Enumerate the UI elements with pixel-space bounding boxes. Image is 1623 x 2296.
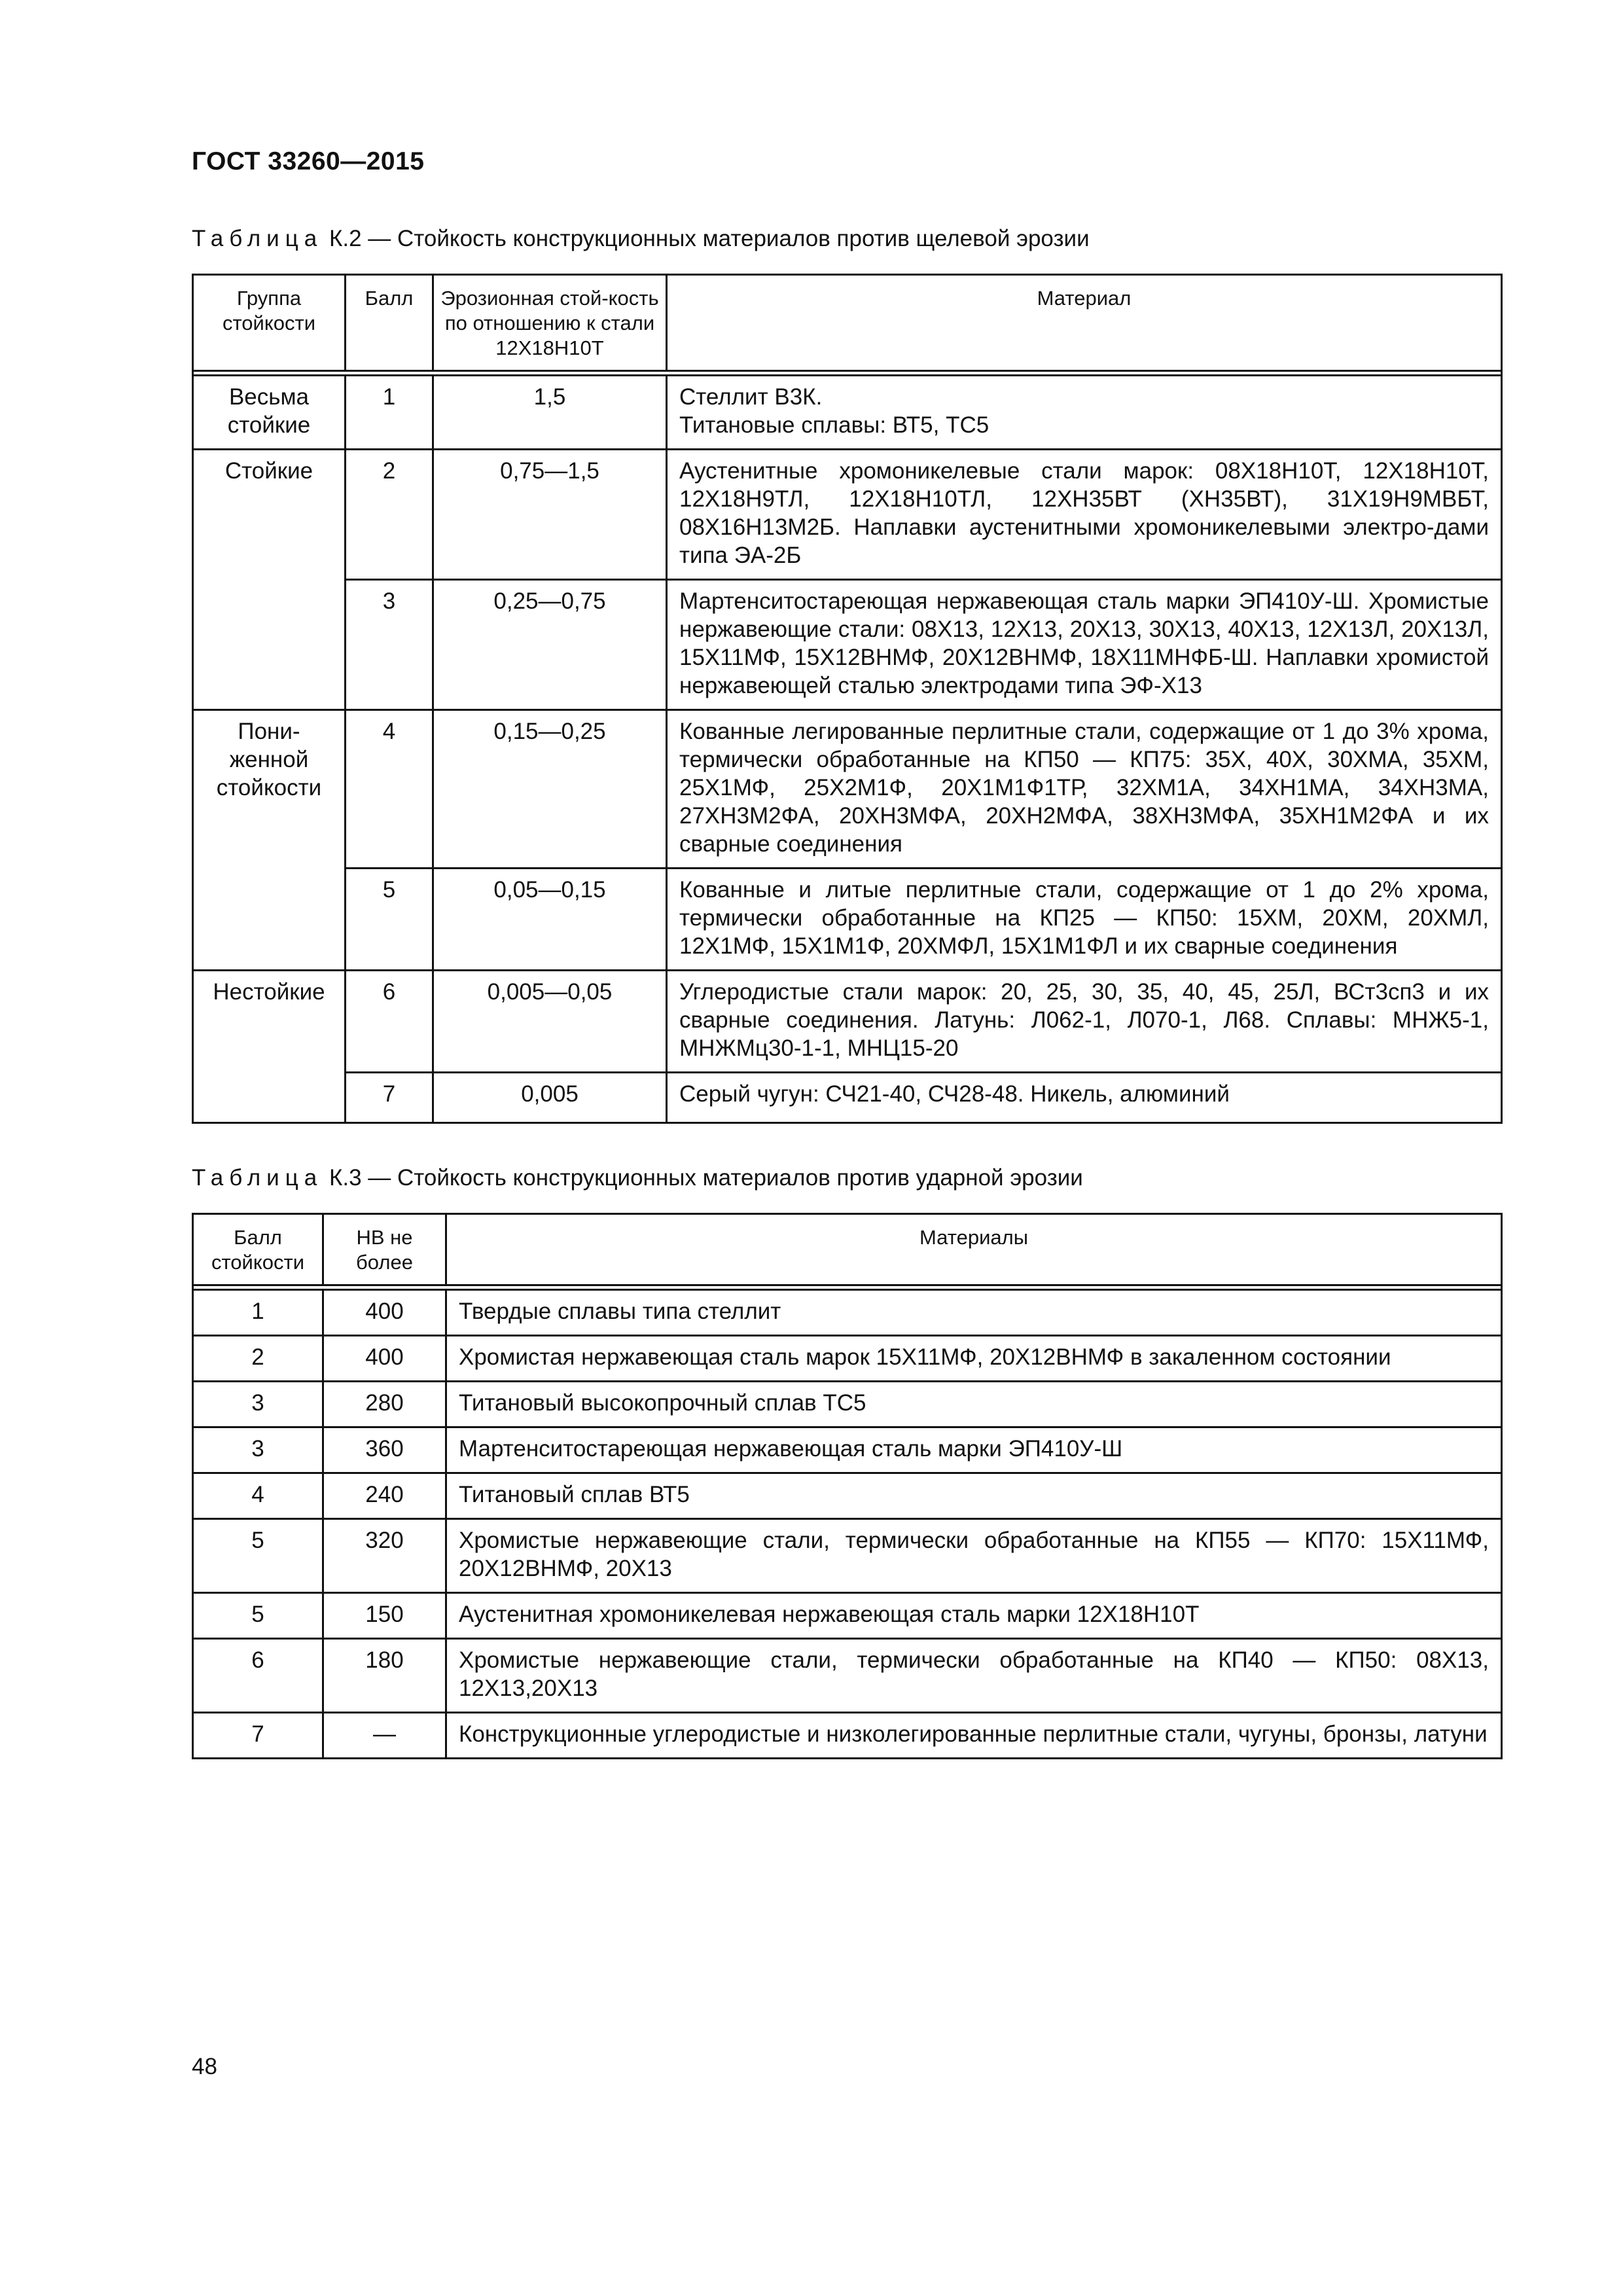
hb-cell: 240	[323, 1473, 446, 1519]
group-cell: Пони-женной стойкости	[193, 710, 346, 971]
material-cell: Титановый сплав ВТ5	[446, 1473, 1502, 1519]
header-resistance-group: Группа стойкости	[193, 275, 346, 371]
ratio-cell: 0,15—0,25	[433, 710, 667, 869]
table-row	[193, 1290, 1502, 1336]
score-cell: 4	[346, 710, 433, 869]
score-cell: 4	[193, 1473, 323, 1519]
page-number: 48	[192, 2054, 217, 2079]
table-row	[193, 1473, 1502, 1519]
score-cell: 6	[346, 971, 433, 1073]
table-row	[193, 1593, 1502, 1639]
table-k3-header-row	[193, 1214, 1502, 1285]
table-row	[193, 580, 1502, 710]
material-cell: Кованные легированные перлитные стали, содержащие от 1 до 3% хрома, термически обработанные на КП50 — КП75: 35Х, 40Х, 30ХМА, 35ХМ, 25Х1МФ, 25Х2М1Ф, 20Х1М1Ф1ТР, 32ХМ1А, 34ХН1МА, 34ХН3МА, 27ХН3М2ФА, 20ХН3МФА, 20ХН2МФА, 38ХН3МФА, 35ХН1М2ФА и их сварные соединения	[667, 710, 1502, 869]
hb-cell: 280	[323, 1382, 446, 1427]
ratio-cell: 0,75—1,5	[433, 450, 667, 580]
material-cell: Твердые сплавы типа стеллит	[446, 1290, 1502, 1336]
material-cell: Мартенситостареющая нержавеющая сталь марки ЭП410У-Ш	[446, 1427, 1502, 1473]
header-score: Балл	[346, 275, 433, 371]
table-row	[193, 450, 1502, 580]
hb-cell: 400	[323, 1336, 446, 1382]
score-cell: 2	[193, 1336, 323, 1382]
table-row	[193, 1073, 1502, 1123]
score-cell: 3	[193, 1427, 323, 1473]
material-cell: Аустенитные хромоникелевые стали марок: 08Х18Н10Т, 12Х18Н10Т, 12Х18Н9ТЛ, 12Х18Н10ТЛ, 12ХН35ВТ (ХН35ВТ), 31Х19Н9МВБТ, 08Х16Н13М2Б. Наплавки аустенитными хромоникелевыми электро-дами типа ЭА-2Б	[667, 450, 1502, 580]
table-k2-caption-word: Таблица	[192, 226, 323, 251]
score-cell: 5	[193, 1519, 323, 1593]
score-cell: 6	[193, 1639, 323, 1713]
table-k2-caption-text: К.2 — Стойкость конструкционных материалов против щелевой эрозии	[329, 226, 1090, 251]
material-cell: Углеродистые стали марок: 20, 25, 30, 35, 40, 45, 25Л, ВСт3сп3 и их сварные соединения. Латунь: Л062-1, Л070-1, Л68. Сплавы: МНЖ5-1, МНЖМц30-1-1, МНЦ15-20	[667, 971, 1502, 1073]
header-erosion-ratio: Эрозионная стой-кость по отношению к стали 12Х18Н10Т	[433, 275, 667, 371]
group-cell: Стойкие	[193, 450, 346, 710]
ratio-cell: 0,05—0,15	[433, 869, 667, 971]
table-k2	[192, 274, 1503, 1124]
hb-cell: 180	[323, 1639, 446, 1713]
ratio-cell: 0,005	[433, 1073, 667, 1123]
table-k3-caption-word: Таблица	[192, 1165, 323, 1191]
table-row	[193, 1382, 1502, 1427]
material-cell: Аустенитная хромоникелевая нержавеющая сталь марки 12Х18Н10Т	[446, 1593, 1502, 1639]
score-cell: 2	[346, 450, 433, 580]
table-row	[193, 1639, 1502, 1713]
material-cell: Серый чугун: СЧ21-40, СЧ28-48. Никель, алюминий	[667, 1073, 1502, 1123]
material-cell: Конструкционные углеродистые и низколегированные перлитные стали, чугуны, бронзы, латуни	[446, 1713, 1502, 1759]
score-cell: 5	[346, 869, 433, 971]
header-separator	[193, 1285, 1502, 1290]
score-cell: 3	[346, 580, 433, 710]
ratio-cell: 0,25—0,75	[433, 580, 667, 710]
header-material: Материал	[667, 275, 1502, 371]
header-hb: НВ не более	[323, 1214, 446, 1285]
score-cell: 1	[193, 1290, 323, 1336]
group-cell: Весьма стойкие	[193, 376, 346, 450]
hb-cell: 320	[323, 1519, 446, 1593]
material-cell: Кованные и литые перлитные стали, содержащие от 1 до 2% хрома, термически обработанные на КП25 — КП50: 15ХМ, 20ХМ, 20ХМЛ, 12Х1МФ, 15Х1М1Ф, 20ХМФЛ, 15Х1М1ФЛ и их сварные соединения	[667, 869, 1502, 971]
header-separator	[193, 371, 1502, 376]
table-k3-caption-text: К.3 — Стойкость конструкционных материалов против ударной эрозии	[329, 1165, 1083, 1191]
hb-cell: 360	[323, 1427, 446, 1473]
table-k3	[192, 1213, 1503, 1759]
header-materials: Материалы	[446, 1214, 1502, 1285]
score-cell: 7	[346, 1073, 433, 1123]
table-k2-caption	[192, 226, 1090, 252]
score-cell: 1	[346, 376, 433, 450]
score-cell: 3	[193, 1382, 323, 1427]
material-cell: Титановый высокопрочный сплав ТС5	[446, 1382, 1502, 1427]
group-cell: Нестойкие	[193, 971, 346, 1123]
table-row	[193, 710, 1502, 869]
table-k3-caption	[192, 1165, 1083, 1191]
table-row	[193, 1519, 1502, 1593]
material-cell: Стеллит В3К. Титановые сплавы: ВТ5, ТС5	[667, 376, 1502, 450]
table-row	[193, 376, 1502, 450]
hb-cell: 400	[323, 1290, 446, 1336]
table-row	[193, 971, 1502, 1073]
hb-cell: —	[323, 1713, 446, 1759]
table-row	[193, 1336, 1502, 1382]
ratio-cell: 1,5	[433, 376, 667, 450]
material-cell: Хромистые нержавеющие стали, термически обработанные на КП55 — КП70: 15Х11МФ, 20Х12ВНМФ, 20Х13	[446, 1519, 1502, 1593]
material-cell: Мартенситостареющая нержавеющая сталь марки ЭП410У-Ш. Хромистые нержавеющие стали: 08Х13, 12Х13, 20Х13, 30Х13, 40Х13, 12Х13Л, 20Х13Л, 15Х11МФ, 15Х12ВНМФ, 20Х12ВНМФ, 18Х11МНФБ-Ш. Наплавки хромистой нержавеющей сталью электродами типа ЭФ-Х13	[667, 580, 1502, 710]
table-row	[193, 1713, 1502, 1759]
table-k2-header-row	[193, 275, 1502, 371]
header-score-resistance: Балл стойкости	[193, 1214, 323, 1285]
material-cell: Хромистые нержавеющие стали, термически обработанные на КП40 — КП50: 08Х13, 12Х13,20Х13	[446, 1639, 1502, 1713]
document-code: ГОСТ 33260—2015	[192, 147, 425, 175]
material-cell: Хромистая нержавеющая сталь марок 15Х11МФ, 20Х12ВНМФ в закаленном состоянии	[446, 1336, 1502, 1382]
score-cell: 5	[193, 1593, 323, 1639]
table-row	[193, 1427, 1502, 1473]
table-row	[193, 869, 1502, 971]
ratio-cell: 0,005—0,05	[433, 971, 667, 1073]
hb-cell: 150	[323, 1593, 446, 1639]
score-cell: 7	[193, 1713, 323, 1759]
